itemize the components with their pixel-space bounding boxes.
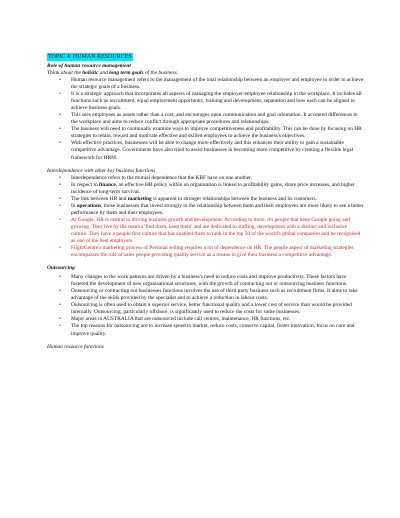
think-intro-post: of the business.: [143, 70, 179, 76]
role-bullet-4: • The business will need to continually examine ways to improve competitiveness and profitability. This can be done by focusing on HR strategies to retain, reward and motivate effective and skilled employees to achieve the business's objectives.: [59, 126, 364, 140]
operations-post: , those businesses that invest strongly in the relationship between them and their employees are more likely to see a better performance by them and their employees.: [71, 202, 364, 216]
topic-title: TOPIC 4: HUMAN RESOURCES: [48, 54, 132, 60]
outsourcing-bullet-4: • Major areas in AUSTRALIA that are outsourced include call centres, maintenance, HR functions, etc.: [59, 316, 364, 323]
interdependence-bullet-1: • Interdependence refers to the mutual dependence that the KBF have on one another.: [59, 175, 364, 182]
finance-bold: finance: [99, 181, 116, 188]
outsourcing-bullet-1: • Many changes to the work patterns are driven by a business's need to reduce costs and improve productivity. These factors have fostered the development of new organisational structures, with the growth of contracting out or outsourcing business functions.: [59, 274, 364, 288]
think-intro-and: and: [98, 70, 110, 76]
think-intro: [47, 70, 364, 77]
interdependence-bullet-3: [59, 196, 364, 203]
outsourcing-bullet-2: • Outsourcing or contracting out businesses functions involves the use of third party business such as recruitment firms. It aims to take advantage of the skills provided by the specialist and to achieve a reduction in labour costs.: [59, 288, 364, 302]
think-intro-pre: Think about the: [47, 70, 83, 76]
role-heading: Role of human resource management: [47, 63, 131, 69]
operations-pre: In: [71, 202, 77, 209]
flightcentre-example-bullet: • FlightCentre's marketing process of Personal selling requires a lot of dependence on HR. The people aspect of marketing strategies encompasses the role of sales people providing quality service as a means to give their business a competitive advantage.: [59, 245, 364, 259]
marketing-pre: The link between HR and: [71, 195, 128, 202]
think-intro-holistic: holistic: [82, 70, 99, 76]
google-example-bullet: • At Google, HR is central to driving business growth and development. According to them, it's people that keep Google going and growing. They live by the mantra 'find them, keep them' and are dedicated to staffing, development with a distinct and inclusive culture. They have a people first culture that has enabled them to rank in the top 50 of the world's global companies and be recognised as one of the best employers.: [59, 217, 364, 245]
finance-post: , an effective HR policy within an organisation is linked to profitability gains, share price increases, and higher incidence of long-term survival.: [71, 181, 355, 195]
interdependence-bullet-list: [47, 175, 364, 260]
outsourcing-bullet-list: [47, 274, 364, 337]
outsourcing-bullet-5: • The top reasons for outsourcing are to increase speed to market, reduce costs, conserve capital, foster innovation, focus on core and improve quality.: [59, 323, 364, 337]
outsourcing-bullet-3: • Outsourcing is often used to obtain a superior service, better functional quality and a lower cost of service than would be provided internally. Outsourcing, particularly offshore, is significantly used to reduce the costs for some businesses.: [59, 302, 364, 316]
role-bullet-1: • Human resource management refers to the management of the total relationship between an employer and employee in order to achieve the strategic goals of a business.: [59, 77, 364, 91]
role-bullet-5: • With effective practices, businesses will be able to change more effectively and this enhances their ability to gain a sustainable competitive advantage. Governments have also tried to assist businesses in becoming more competitive by creating a flexible legal framework for HRM.: [59, 140, 364, 161]
role-bullet-list: [47, 77, 364, 162]
hr-functions-heading: Human resource functions: [47, 343, 104, 350]
marketing-post: is apparent in stronger relationships between the business and its customers.: [151, 195, 317, 202]
operations-bold: operations: [76, 202, 102, 209]
outsourcing-heading: Outsourcing: [47, 265, 75, 272]
think-intro-long-term: long term goals: [109, 70, 144, 76]
marketing-bold: marketing: [127, 195, 152, 202]
finance-pre: In respect to: [71, 181, 99, 188]
interdependence-bullet-4: [59, 203, 364, 217]
interdependence-bullet-2: [59, 182, 364, 196]
interdependence-heading: Interdependence with other key business functions: [47, 167, 156, 174]
role-bullet-3: • This sees employees as assets rather than a cost, and encourages open communication and goal orientation. It accepted differences in the workplace and aims to reduce conflict through appropriate procedures and relationships.: [59, 112, 364, 126]
role-bullet-2: • It is a strategic approach that incorporates all aspects of managing the employer-employee relationship in the workplace. It includes all functions such as recruitment, equal employment opportunity, training and development, separation and how each can be aligned to achieve business goals.: [59, 91, 364, 112]
